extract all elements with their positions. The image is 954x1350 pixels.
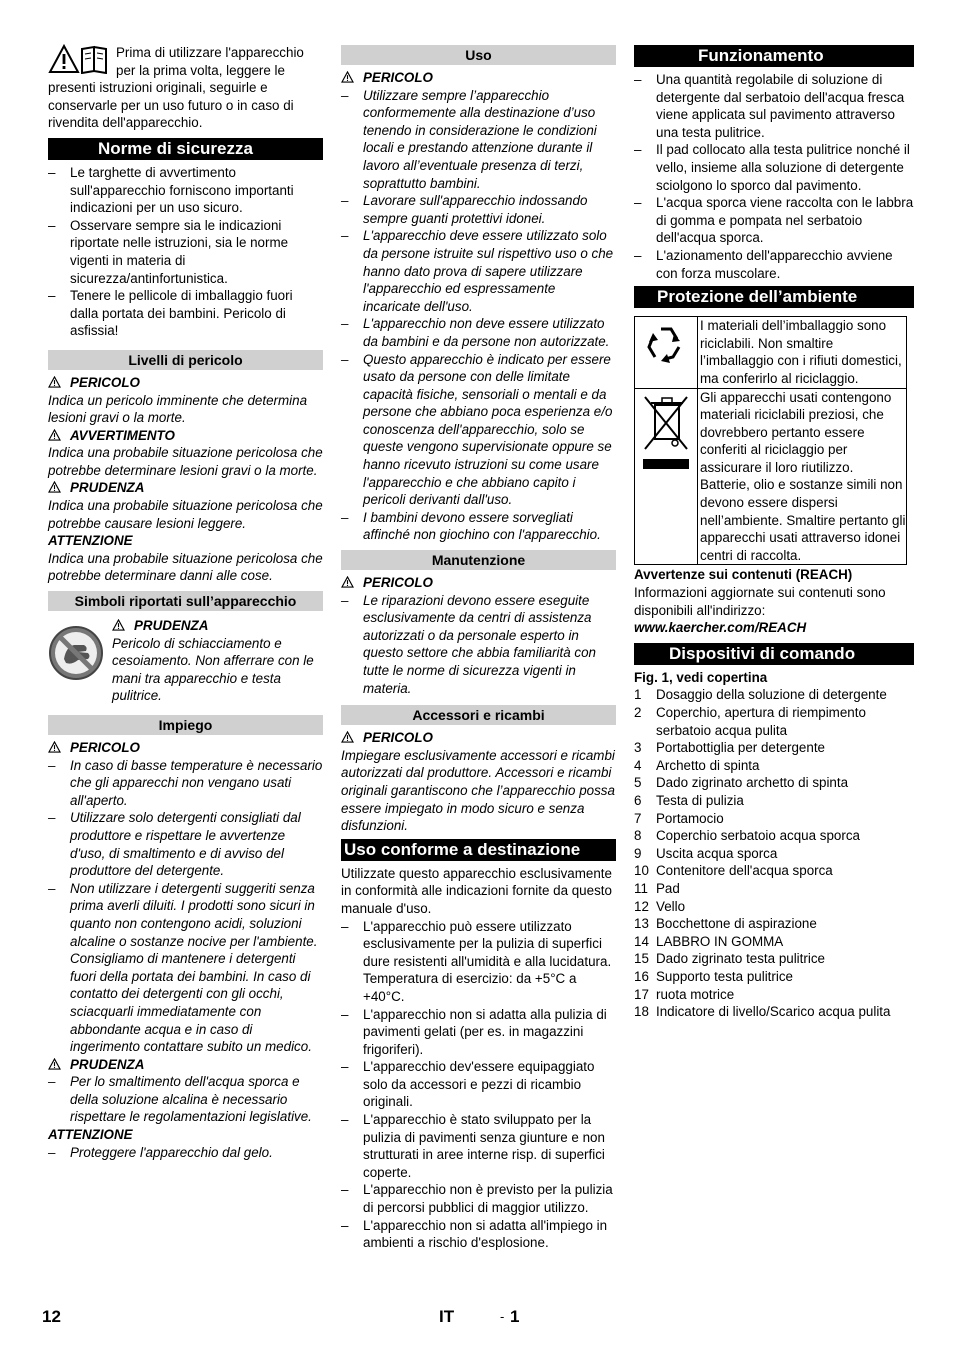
list-item: 10 Contenitore dell'acqua sporca: [634, 863, 833, 879]
list-item: – L'azionamento dell'apparecchio avviene con forza muscolare.: [634, 247, 914, 282]
warning-icon: [48, 376, 61, 388]
warning-icon: [48, 429, 61, 441]
reach-title: Avvertenze sui contenuti (REACH): [634, 567, 853, 583]
list-item: – In caso di basse temperature è necessario che gli apparecchi non vengano usati all'aperto.: [48, 757, 323, 810]
warning-manual-icon: [48, 44, 110, 74]
pericolo-text: Indica un pericolo imminente che determina lesioni gravi o la morte.: [48, 392, 308, 426]
pericolo-label: PERICOLO: [48, 374, 323, 392]
column-2: [341, 44, 616, 1252]
list-item: 4 Archetto di spinta: [634, 757, 760, 773]
list-item: 14 LABBRO IN GOMMA: [634, 933, 784, 949]
funzionamento-list: [634, 71, 914, 282]
list-item: 11 Pad: [634, 880, 680, 896]
figure-reference: Fig. 1, vedi copertina: [634, 669, 768, 685]
list-item: 16 Supporto testa pulitrice: [634, 968, 793, 984]
controls-list: [634, 686, 914, 1020]
list-item: 13 Bocchettone di aspirazione: [634, 916, 817, 932]
heading-uso: Uso: [341, 45, 616, 65]
impiego-prudenza-label: PRUDENZA: [48, 1056, 323, 1074]
impiego-prudenza-list: [48, 1073, 323, 1126]
uso-conforme-intro: Utilizzate questo apparecchio esclusivamente in conformità alle indicazioni fornite da questo manuale d'uso.: [341, 865, 612, 916]
uso-conforme-list: [341, 918, 616, 1252]
list-item: – Utilizzare solo detergenti consigliati dal produttore e rispettare le avvertenze d'uso, di smaltimento e di avviso del produttore del detergente.: [48, 809, 323, 879]
environment-table: [634, 316, 907, 565]
list-item: 15 Dado zigrinato testa pulitrice: [634, 951, 825, 967]
impiego-attenzione-label: ATTENZIONE: [48, 1127, 133, 1143]
attenzione-text: Indica una probabile situazione pericolosa che potrebbe determinare danni alle cose.: [48, 550, 323, 584]
list-item: 1 Dosaggio della soluzione di detergente: [634, 687, 887, 703]
list-item: 8 Coperchio serbatoio acqua sporca: [634, 828, 860, 844]
symbol-label: PRUDENZA: [112, 617, 323, 635]
manutenzione-pericolo-label: PERICOLO: [341, 574, 616, 592]
list-item: – Il pad collocato alla testa pulitrice nonché il vello, insieme alla soluzione di detergente sciolgono lo sporco dal pavimento.: [634, 141, 914, 194]
intro-paragraph: Prima di utilizzare l'apparecchio per la prima volta, leggere le presenti istruzioni originali, seguirle e conservarle per un uso futuro o in caso di rivendita dell'apparecchio.: [48, 45, 304, 131]
list-item: 9 Uscita acqua sporca: [634, 845, 778, 861]
list-item: – Le targhette di avvertimento sull'apparecchio forniscono importanti indicazioni per un uso sicuro.: [48, 164, 323, 217]
warning-icon: [112, 619, 125, 631]
impiego-pericolo-label: PERICOLO: [48, 739, 323, 757]
list-item: – Utilizzare sempre l’apparecchio conformemente alla destinazione d’uso tenendo in considerazione le condizioni locali e prestando attenzione durante il lavoro all’eventuale presenza di terzi, soprattutto bambini.: [341, 87, 616, 193]
column-3: [634, 44, 914, 1021]
list-item: 7 Portamocio: [634, 810, 724, 826]
list-item: – L'apparecchio deve essere utilizzato solo da persone istruite sul rispettivo uso o che hanno dato prova di sapere utilizzare l'apparecchio ed espressamente incaricate dell'uso.: [341, 227, 616, 315]
list-item: – L'apparecchio non è previsto per la pulizia di percorsi pubblici di maggior utilizzo.: [341, 1181, 616, 1216]
environment-row-weee: [635, 388, 906, 565]
recycle-icon-cell: [635, 317, 698, 387]
avvertimento-text: Indica una probabile situazione pericolosa che potrebbe determinare lesioni gravi o la morte.: [48, 445, 323, 478]
avvertimento-label: AVVERTIMENTO: [48, 427, 323, 445]
list-item: – I bambini devono essere sorvegliati affinché non giochino con l'apparecchio.: [341, 509, 616, 544]
page-number: 12: [42, 1307, 61, 1326]
warning-icon: [341, 576, 354, 588]
list-item: – L'acqua sporca viene raccolta con le labbra di gomma e pompata nel serbatoio dell'acqua sporca.: [634, 194, 914, 247]
norme-list: [48, 164, 323, 340]
uso-pericolo-label: PERICOLO: [341, 69, 616, 87]
environment-text-2: Gli apparecchi usati contengono materiali riciclabili preziosi, che dovrebbero pertanto essere conferiti al riciclaggio per assicurare il loro riutilizzo. Batterie, olio e sostanze simili non devono essere dispersi nell’ambiente. Smaltire pertanto gli apparecchi usati attraverso idonei centri di raccolta.: [700, 389, 906, 563]
heading-dispositivi: Dispositivi di comando: [634, 643, 914, 665]
no-hands-icon: [48, 625, 104, 681]
heading-simboli: Simboli riportati sull’apparecchio: [48, 591, 323, 611]
heading-uso-conforme: Uso conforme a destinazione: [341, 839, 616, 861]
heading-accessori: Accessori e ricambi: [341, 705, 616, 725]
recycle-icon: [639, 317, 693, 377]
environment-text-1: I materiali dell’imballaggio sono riciclabili. Non smaltire l’imballaggio con i rifiuti domestici, ma conferirlo al riciclaggio.: [700, 318, 902, 386]
symbol-block: [48, 617, 323, 705]
list-item: 12 Vello: [634, 898, 686, 914]
warning-icon: [48, 481, 61, 493]
list-item: – L'apparecchio non deve essere utilizzato da bambini e da persone non autorizzate.: [341, 315, 616, 350]
list-item: – Per lo smaltimento dell'acqua sporca e della soluzione alcalina è necessario rispettare le regolamentazioni legislative.: [48, 1073, 323, 1126]
heading-norme: Norme di sicurezza: [48, 138, 323, 160]
heading-impiego: Impiego: [48, 715, 323, 735]
heading-livelli: Livelli di pericolo: [48, 350, 323, 370]
weee-icon-cell: [635, 389, 698, 565]
footer-dash: -: [500, 1309, 505, 1324]
warning-icon: [48, 1058, 61, 1070]
list-item: 2 Coperchio, apertura di riempimento serbatoio acqua pulita: [634, 705, 866, 738]
warning-icon: [341, 731, 354, 743]
sub-page-number: 1: [510, 1307, 520, 1326]
heading-ambiente: Protezione dell’ambiente: [634, 286, 914, 308]
accessori-pericolo-label: PERICOLO: [341, 729, 616, 747]
list-item: 18 Indicatore di livello/Scarico acqua pulita: [634, 1004, 891, 1020]
reach-text: Informazioni aggiornate sui contenuti sono disponibili all'indirizzo:: [634, 585, 886, 618]
heading-manutenzione: Manutenzione: [341, 550, 616, 570]
symbol-text: [112, 617, 323, 705]
column-1: [48, 44, 323, 1161]
symbol-description: Pericolo di schiacciamento e cesoiamento. Non afferrare con le mani tra apparecchio e testa pulitrice.: [112, 635, 314, 704]
list-item: 3 Portabottiglia per detergente: [634, 740, 825, 756]
environment-row-recycle: [635, 317, 906, 387]
list-item: 6 Testa di pulizia: [634, 792, 744, 808]
crossed-bin-icon: [637, 389, 695, 475]
list-item: – Tenere le pellicole di imballaggio fuori dalla portata dei bambini. Pericolo di asfissia!: [48, 287, 323, 340]
uso-list: [341, 87, 616, 544]
impiego-pericolo-list: [48, 757, 323, 1056]
manutenzione-list: [341, 592, 616, 698]
language-code: IT: [439, 1307, 455, 1326]
list-item: – Lavorare sull'apparecchio indossando sempre guanti protettivi idonei.: [341, 192, 616, 227]
list-item: – Proteggere l'apparecchio dal gelo.: [48, 1144, 323, 1162]
list-item: 5 Dado zigrinato archetto di spinta: [634, 775, 849, 791]
list-item: 17 ruota motrice: [634, 986, 735, 1002]
attenzione-label: ATTENZIONE: [48, 533, 133, 549]
reach-link[interactable]: www.kaercher.com/REACH: [634, 620, 807, 636]
list-item: – L'apparecchio non si adatta alla pulizia di pavimenti gelati (per es. in magazzini frigoriferi).: [341, 1006, 616, 1059]
prudenza-text: Indica una probabile situazione pericolosa che potrebbe causare lesioni leggere.: [48, 498, 323, 531]
list-item: – L'apparecchio dev'essere equipaggiato solo da accessori e pezzi di ricambio originali.: [341, 1058, 616, 1111]
list-item: – Questo apparecchio è indicato per essere usato da persone con delle limitate capacità fisiche, sensoriali o mentali e da persone che abbiano poca esperienza e/o conoscenza dell'apparecchio, solo se queste vengono supervisionate oppure se hanno ricevuto istruzioni su come usare l'apparecchio e che abbiano capito i pericoli derivanti dall'uso.: [341, 351, 616, 509]
warning-icon: [341, 71, 354, 83]
warning-icon: [48, 741, 61, 753]
list-item: – Osservare sempre sia le indicazioni riportate nelle istruzioni, sia le norme vigenti in materia di sicurezza/antinfortunistica.: [48, 217, 323, 287]
accessori-text: Impiegare esclusivamente accessori e ricambi autorizzati dal produttore. Accessori e ricambi originali garantiscono che l’apparecchio possa essere impiegato in modo sicuro e senza disfunzioni.: [341, 747, 615, 834]
list-item: – L'apparecchio può essere utilizzato esclusivamente per la pulizia di superfici dure resistenti all'umidità e alla lucidatura. Temperatura di esercizio: da +5°C a +40°C.: [341, 918, 616, 1006]
prudenza-label: PRUDENZA: [48, 479, 323, 497]
list-item: – Non utilizzare i detergenti suggeriti senza prima averli diluiti. I prodotti sono sicuri in quanto non contengono acidi, soluzioni alcaline o sostanze nocive per l'ambiente. Consigliamo di mantenere i detergenti fuori della portata dei bambini. In caso di contatto dei detergenti con gli occhi, sciacquarli immediatamente con abbondante acqua e in caso di ingerimento contattare subito un medico.: [48, 880, 323, 1056]
impiego-attenzione-list: [48, 1144, 323, 1162]
heading-funzionamento: Funzionamento: [634, 45, 914, 67]
list-item: – L'apparecchio non si adatta all'impiego in ambienti a rischio d'esplosione.: [341, 1217, 616, 1252]
list-item: – L'apparecchio è stato sviluppato per la pulizia di pavimenti senza giunture e non strutturati in aree interne risp. di superfici coperte.: [341, 1111, 616, 1181]
list-item: – Una quantità regolabile di soluzione di detergente dal serbatoio dell'acqua fresca viene applicata sul pavimento attraverso una testa pulitrice.: [634, 71, 914, 141]
list-item: – Le riparazioni devono essere eseguite esclusivamente da centri di assistenza autorizzati o da personale esperto in questo settore che abbia familiarità con tutte le norme di sicurezza vigenti in materia.: [341, 592, 616, 698]
